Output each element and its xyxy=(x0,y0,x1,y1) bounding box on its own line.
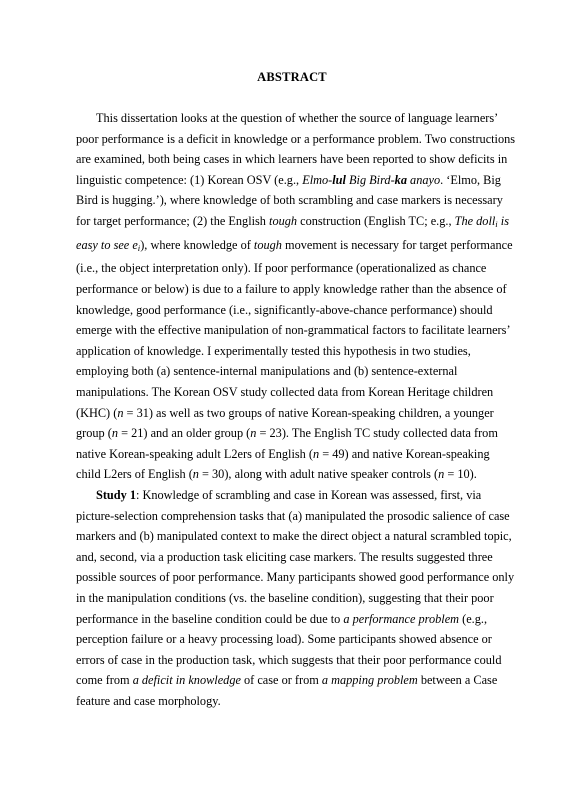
text-segment: The doll xyxy=(454,213,496,228)
text-segment: . ‘Elmo, Big Bird is hugging.’), where knowledge of both scrambling and case markers is necessary for target performance; (2) the English xyxy=(76,172,503,228)
text-segment: a mapping problem xyxy=(321,673,418,688)
text-segment: lul xyxy=(332,172,346,187)
text-segment: between a Case feature and case morphology. xyxy=(76,673,498,708)
text-segment: anayo xyxy=(406,172,441,187)
text-segment: tough xyxy=(253,237,282,252)
text-segment: = 10). xyxy=(444,467,477,482)
text-segment: = 49) and native Korean-speaking child L2ers of English ( xyxy=(76,446,490,482)
text-segment: of case or from xyxy=(240,673,322,688)
text-segment: = 31) as well as two groups of native Korean-speaking children, a younger group ( xyxy=(76,405,494,441)
paragraph-2 xyxy=(76,485,516,712)
text-segment: = 23). The English TC study collected data from native Korean-speaking adult L2ers of English ( xyxy=(76,426,498,461)
text-segment: i xyxy=(495,219,498,230)
text-segment: ), where knowledge of xyxy=(140,237,254,252)
text-segment: : Knowledge of scrambling and case in Korean was assessed, first, via picture-selection comprehension tasks that (a) manipulated the prosodic salience of case markers and (b) manipulated context to make the direct object a natural scrambled topic, and, second, via a production task eliciting case markers. The results suggested three possible sources of poor performance. Many participants showed good performance only in the manipulation conditions (vs. the baseline condition), suggesting that their poor performance in the baseline condition could be due to xyxy=(76,487,515,626)
text-segment: Elmo- xyxy=(302,172,333,187)
text-segment: n xyxy=(111,426,119,441)
page-title: ABSTRACT xyxy=(257,70,327,84)
text-segment: n xyxy=(313,446,320,461)
text-segment: = 30), along with adult native speaker controls ( xyxy=(198,467,439,482)
text-segment: n xyxy=(438,467,445,482)
text-segment: i xyxy=(137,242,141,253)
text-segment: = 21) and an older group ( xyxy=(118,426,251,441)
paragraph-1 xyxy=(76,108,516,485)
text-segment: (e.g., perception failure or a heavy processing load). Some participants showed absence or errors of case in the production task, which suggests that their poor performance could come from xyxy=(76,611,502,688)
text-segment: a performance problem xyxy=(343,611,460,626)
text-segment: tough xyxy=(269,213,298,228)
text-segment: is easy to see e xyxy=(76,213,509,252)
text-segment: n xyxy=(250,426,257,441)
text-segment: This dissertation looks at the question of whether the source of language learners’ poor performance is a deficit in knowledge or a performance problem. Two constructions are examined, both being cases in which learners have been reported to show deficits in linguistic competence: (1) Korean OSV (e.g., xyxy=(76,111,516,187)
text-segment: n xyxy=(192,467,199,482)
text-segment: construction (English TC; e.g., xyxy=(297,213,455,228)
abstract-body xyxy=(76,108,516,712)
text-segment: Study 1 xyxy=(96,487,136,502)
text-segment: ka xyxy=(394,172,407,187)
text-segment: Big Bird- xyxy=(345,172,395,187)
text-segment: movement is necessary for target performance (i.e., the object interpretation only). If poor performance (operationalized as chance performance or below) is due to a failure to apply knowledge rather than the absence of knowledge, good performance (i.e., significantly-above-chance performance) should emerge with the effective manipulation of non-grammatical factors to facilitate learners’ application of knowledge. I experimentally tested this hypothesis in two studies, employing both (a) sentence-internal manipulations and (b) sentence-external manipulations. The Korean OSV study collected data from Korean Heritage children (KHC) ( xyxy=(76,237,513,420)
text-segment: a deficit in knowledge xyxy=(132,673,241,688)
text-segment: n xyxy=(117,405,124,420)
